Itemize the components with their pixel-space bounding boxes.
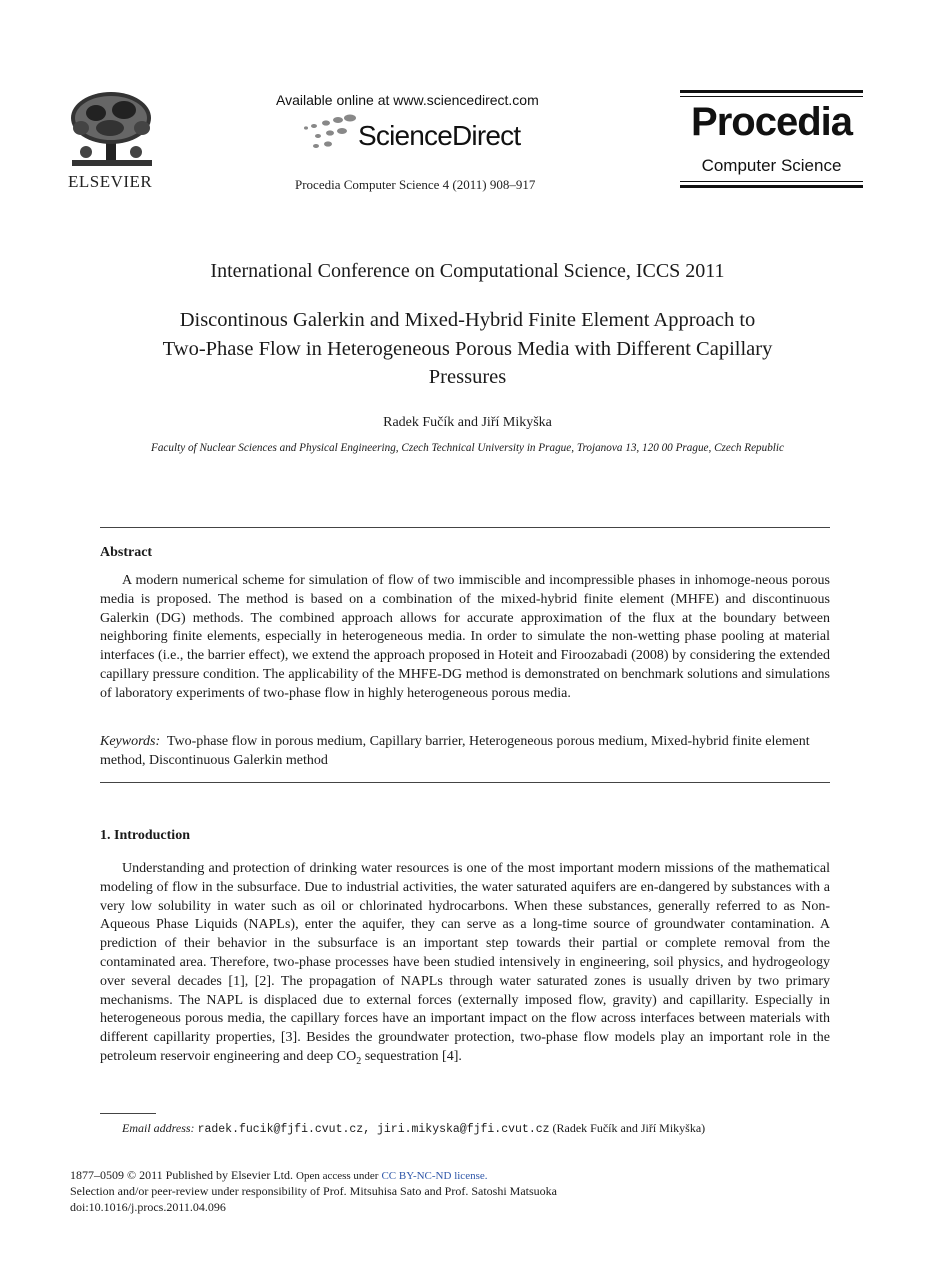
keywords-text: Two-phase flow in porous medium, Capillary barrier, Heterogeneous porous medium, Mixed-hybrid finite element method, Discontinuous Galerkin method xyxy=(100,734,810,768)
sciencedirect-dots-icon xyxy=(300,112,362,152)
paper-title-line: Pressures xyxy=(428,366,507,388)
procedia-logo-text: Procedia xyxy=(691,100,852,144)
email-label: Email address: xyxy=(122,1121,195,1135)
peer-review-line: Selection and/or peer-review under responsibility of Prof. Mitsuhisa Sato and Prof. Satoshi Matsuoka xyxy=(70,1184,558,1198)
doi[interactable]: doi:10.1016/j.procs.2011.04.096 xyxy=(70,1200,226,1214)
introduction-body xyxy=(100,860,830,1072)
procedia-bottom-thin-rule xyxy=(680,181,863,182)
email-addresses[interactable]: radek.fucik@fjfi.cvut.cz, jiri.mikyska@fjfi.cvut.cz xyxy=(197,1123,550,1136)
procedia-logo-subtitle: Computer Science xyxy=(701,156,842,175)
procedia-top-thin-rule xyxy=(680,96,863,97)
paper-title-line: Two-Phase Flow in Heterogeneous Porous Media with Different Capillary xyxy=(162,337,773,360)
abstract-body xyxy=(100,572,830,704)
affiliation: Faculty of Nuclear Sciences and Physical Engineering, Czech Technical University in Prague, Trojanova 13, 120 00 Prague, Czech Republic xyxy=(150,442,784,454)
footnote xyxy=(122,1121,705,1136)
co2-subscript: 2 xyxy=(356,1055,362,1067)
abstract-text: A modern numerical scheme for simulation of flow of two immiscible and incompressible phases in inhomoge-neous porous media is proposed. The method is based on a combination of the mixed-hybrid finite element (MHFE) and discontinuous Galerkin (DG) methods. The combined approach allows for accurate approximation of the flux at the boundary between neighboring finite elements, especially in heterogeneous media. In order to simulate the non-wetting phase pooling at material interfaces (i.e., the barrier effect), we extend the approach proposed in Hoteit and Firoozabadi (2008) by considering the extended capillary pressure condition. The applicability of the MHFE-DG method is demonstrated on benchmark solutions and simulations of laboratory experiments of two-phase flow in highly heterogeneous porous media. xyxy=(100,573,830,701)
email-owner-names: (Radek Fučík and Jiří Mikyška) xyxy=(552,1121,706,1135)
procedia-bottom-rule xyxy=(680,185,863,188)
footnote-rule xyxy=(100,1113,156,1114)
abstract-bottom-rule xyxy=(100,782,830,783)
paper-title-line: Discontinous Galerkin and Mixed-Hybrid Finite Element Approach to xyxy=(179,309,756,331)
copyright-text: 1877–0509 © 2011 Published by Elsevier Ltd. xyxy=(70,1168,293,1182)
abstract-top-rule xyxy=(100,527,830,528)
keywords-label: Keywords: xyxy=(100,734,161,749)
copyright-line xyxy=(70,1167,488,1184)
procedia-logo xyxy=(680,90,863,188)
abstract-heading: Abstract xyxy=(100,545,153,560)
introduction-text: Understanding and protection of drinking water resources is one of the most important modern missions of the mathematical modeling of flow in the subsurface. Due to industrial activities, the water saturated aquifers are en-dangered by substances with a very low solubility in water such as oil or chlorinated hydrocarbons. When these substances, generally referred to as Non-Aqueous Phase Liquids (NAPLs), enter the aquifer, they can serve as a long-time source of groundwater contamination. A prediction of their behavior in the subsurface is an important step towards their partial or complete removal from the contaminated area. Therefore, two-phase processes have been studied intensively in engineering, soil physics, and hydrogeology over several decades [1], [2]. The propagation of NAPLs through water saturated zones is usually driven by two primary mechanisms. The NAPL is displaced due to external forces (externally imposed flow, gravity) and capillarity. Especially in heterogeneous porous media, the capillary forces have an important impact on the flow across interfaces between materials with different capillarity properties, [3]. Besides the groundwater protection, two-phase flow models play an important role in the petroleum reservoir engineering and deep CO xyxy=(100,861,830,1064)
license-link[interactable]: CC BY-NC-ND license. xyxy=(381,1170,488,1182)
procedia-top-rule xyxy=(680,90,863,93)
keywords xyxy=(100,733,830,771)
sciencedirect-logo-text: ScienceDirect xyxy=(358,120,521,151)
open-access-text: Open access under xyxy=(296,1170,379,1182)
authors: Radek Fučík and Jiří Mikyška xyxy=(383,415,552,430)
conference-name: International Conference on Computational Science, ICCS 2011 xyxy=(210,260,725,282)
available-online-text: Available online at www.sciencedirect.com xyxy=(276,92,539,108)
journal-reference: Procedia Computer Science 4 (2011) 908–917 xyxy=(295,177,536,192)
introduction-text-end: sequestration [4]. xyxy=(361,1048,462,1064)
paper-title xyxy=(110,306,825,392)
publisher-name: ELSEVIER xyxy=(68,172,153,191)
introduction-heading: 1. Introduction xyxy=(100,828,190,843)
